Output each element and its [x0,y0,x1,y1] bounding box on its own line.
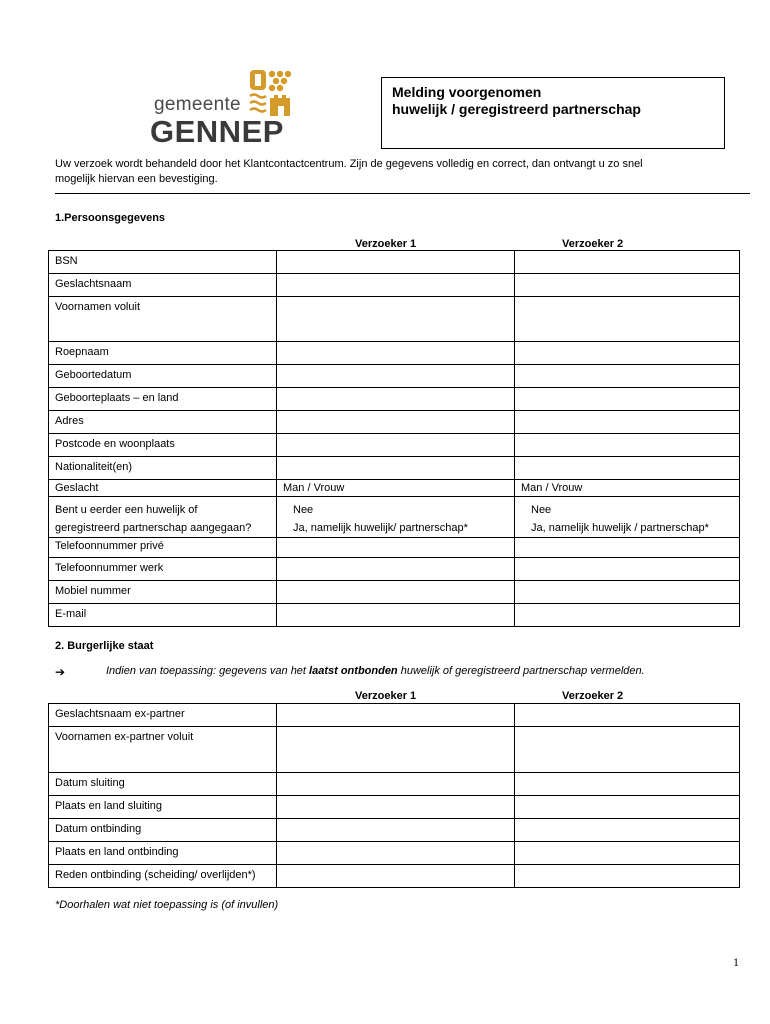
section-1-title: 1.Persoonsgegevens [55,212,166,224]
row-bsn [49,251,740,274]
field-voornamen-ex-verzoeker-1[interactable] [277,727,515,773]
row-geboorteplaats [49,388,740,411]
section-2-note [106,665,645,677]
intro-line-1: Uw verzoek wordt behandeld door het Klantcontactcentrum. Zijn de gegevens volledig en correct, dan ontvangt u zo snel [55,158,643,170]
field-plaats-ontbinding-verzoeker-1[interactable] [277,842,515,865]
field-geboorteplaats-verzoeker-2[interactable] [515,388,740,411]
footnote: *Doorhalen wat niet toepassing is (of invullen) [55,899,279,911]
divider-line [55,193,750,194]
label-email: E-mail [49,604,277,627]
persoonsgegevens-table [48,250,740,627]
field-postcode-verzoeker-1[interactable] [277,434,515,457]
label-eerder-huwelijk-line-1: Bent u eerder een huwelijk of [55,504,198,516]
row-datum-ontbinding [49,819,740,842]
field-adres-verzoeker-2[interactable] [515,411,740,434]
field-datum-ontbinding-verzoeker-1[interactable] [277,819,515,842]
page-number: 1 [733,955,739,969]
logo-word-gennep: GENNEP [150,114,284,149]
field-nationaliteit-verzoeker-1[interactable] [277,457,515,480]
label-geboorteplaats: Geboorteplaats – en land [49,388,277,411]
form-title-box [381,77,725,149]
row-geboortedatum [49,365,740,388]
label-eerder-huwelijk-line-2: geregistreerd partnerschap aangegaan? [55,522,252,534]
field-plaats-ontbinding-verzoeker-2[interactable] [515,842,740,865]
field-eerder-huwelijk-verzoeker-2 [515,497,740,538]
field-plaats-sluiting-verzoeker-2[interactable] [515,796,740,819]
row-email [49,604,740,627]
row-datum-sluiting [49,773,740,796]
label-geslachtsnaam-ex: Geslachtsnaam ex-partner [49,704,277,727]
label-plaats-sluiting: Plaats en land sluiting [49,796,277,819]
intro-line-2: mogelijk hiervan een bevestiging. [55,173,218,185]
note-text-end: huwelijk of geregistreerd partnerschap vermelden. [397,665,645,677]
label-telefoon-prive: Telefoonnummer privé [49,538,277,558]
field-geboortedatum-verzoeker-2[interactable] [515,365,740,388]
arrow-right-icon: ➔ [55,665,66,679]
row-eerder-huwelijk [49,497,740,538]
label-roepnaam: Roepnaam [49,342,277,365]
label-postcode-woonplaats: Postcode en woonplaats [49,434,277,457]
field-plaats-sluiting-verzoeker-1[interactable] [277,796,515,819]
field-geslacht-verzoeker-1[interactable]: Man / Vrouw [277,480,515,497]
row-voornamen-ex [49,727,740,773]
section-1-col-verzoeker-1: Verzoeker 1 [355,238,417,250]
gennep-emblem-icon [248,68,298,118]
row-geslachtsnaam-ex [49,704,740,727]
row-plaats-sluiting [49,796,740,819]
label-reden-ontbinding: Reden ontbinding (scheiding/ overlijden*) [49,865,277,888]
field-telefoon-prive-verzoeker-1[interactable] [277,538,515,558]
row-adres [49,411,740,434]
section-2-title: 2. Burgerlijke staat [55,640,154,652]
field-geslachtsnaam-verzoeker-1[interactable] [277,274,515,297]
option-nee-verzoeker-2[interactable]: Nee [531,504,552,516]
option-nee-verzoeker-1[interactable]: Nee [293,504,314,516]
field-voornamen-verzoeker-2[interactable] [515,297,740,342]
label-plaats-ontbinding: Plaats en land ontbinding [49,842,277,865]
section-2-col-verzoeker-1: Verzoeker 1 [355,690,417,702]
field-telefoon-werk-verzoeker-1[interactable] [277,558,515,581]
label-eerder-huwelijk [49,497,277,538]
field-datum-ontbinding-verzoeker-2[interactable] [515,819,740,842]
row-reden-ontbinding [49,865,740,888]
label-mobiel: Mobiel nummer [49,581,277,604]
field-mobiel-verzoeker-1[interactable] [277,581,515,604]
field-geboorteplaats-verzoeker-1[interactable] [277,388,515,411]
label-bsn: BSN [49,251,277,274]
field-voornamen-ex-verzoeker-2[interactable] [515,727,740,773]
field-datum-sluiting-verzoeker-1[interactable] [277,773,515,796]
label-nationaliteit: Nationaliteit(en) [49,457,277,480]
field-postcode-verzoeker-2[interactable] [515,434,740,457]
row-postcode-woonplaats [49,434,740,457]
field-mobiel-verzoeker-2[interactable] [515,581,740,604]
field-telefoon-werk-verzoeker-2[interactable] [515,558,740,581]
row-nationaliteit [49,457,740,480]
field-roepnaam-verzoeker-1[interactable] [277,342,515,365]
label-adres: Adres [49,411,277,434]
label-geslacht: Geslacht [49,480,277,497]
field-reden-ontbinding-verzoeker-1[interactable] [277,865,515,888]
field-roepnaam-verzoeker-2[interactable] [515,342,740,365]
field-datum-sluiting-verzoeker-2[interactable] [515,773,740,796]
row-mobiel [49,581,740,604]
intro-text [55,157,715,187]
row-telefoon-prive [49,538,740,558]
label-voornamen-ex: Voornamen ex-partner voluit [49,727,277,773]
row-telefoon-werk [49,558,740,581]
field-email-verzoeker-2[interactable] [515,604,740,627]
field-email-verzoeker-1[interactable] [277,604,515,627]
row-geslacht [49,480,740,497]
label-telefoon-werk: Telefoonnummer werk [49,558,277,581]
field-adres-verzoeker-1[interactable] [277,411,515,434]
label-geslachtsnaam: Geslachtsnaam [49,274,277,297]
field-voornamen-verzoeker-1[interactable] [277,297,515,342]
field-geslachtsnaam-verzoeker-2[interactable] [515,274,740,297]
note-text-start: Indien van toepassing: gegevens van het [106,665,310,677]
field-geslacht-verzoeker-2[interactable]: Man / Vrouw [515,480,740,497]
note-text-bold: laatst ontbonden [309,665,398,677]
field-eerder-huwelijk-verzoeker-1 [277,497,515,538]
option-ja-verzoeker-2[interactable]: Ja, namelijk huwelijk / partnerschap* [531,522,709,534]
form-title-line-1: Melding voorgenomen [392,84,542,100]
row-plaats-ontbinding [49,842,740,865]
burgerlijke-staat-table [48,703,740,888]
row-geslachtsnaam [49,274,740,297]
field-reden-ontbinding-verzoeker-2[interactable] [515,865,740,888]
label-geboortedatum: Geboortedatum [49,365,277,388]
section-2-col-verzoeker-2: Verzoeker 2 [562,690,624,702]
field-geslachtsnaam-ex-verzoeker-2[interactable] [515,704,740,727]
option-ja-verzoeker-1[interactable]: Ja, namelijk huwelijk/ partnerschap* [293,522,468,534]
label-datum-ontbinding: Datum ontbinding [49,819,277,842]
label-voornamen: Voornamen voluit [49,297,277,342]
section-1-col-verzoeker-2: Verzoeker 2 [562,238,624,250]
row-voornamen [49,297,740,342]
field-bsn-verzoeker-2[interactable] [515,251,740,274]
field-geboortedatum-verzoeker-1[interactable] [277,365,515,388]
label-datum-sluiting: Datum sluiting [49,773,277,796]
gemeente-gennep-logo [150,66,310,150]
field-geslachtsnaam-ex-verzoeker-1[interactable] [277,704,515,727]
row-roepnaam [49,342,740,365]
logo-word-gemeente: gemeente [154,94,241,115]
field-telefoon-prive-verzoeker-2[interactable] [515,538,740,558]
field-bsn-verzoeker-1[interactable] [277,251,515,274]
field-nationaliteit-verzoeker-2[interactable] [515,457,740,480]
form-title-line-2: huwelijk / geregistreerd partnerschap [392,101,641,117]
